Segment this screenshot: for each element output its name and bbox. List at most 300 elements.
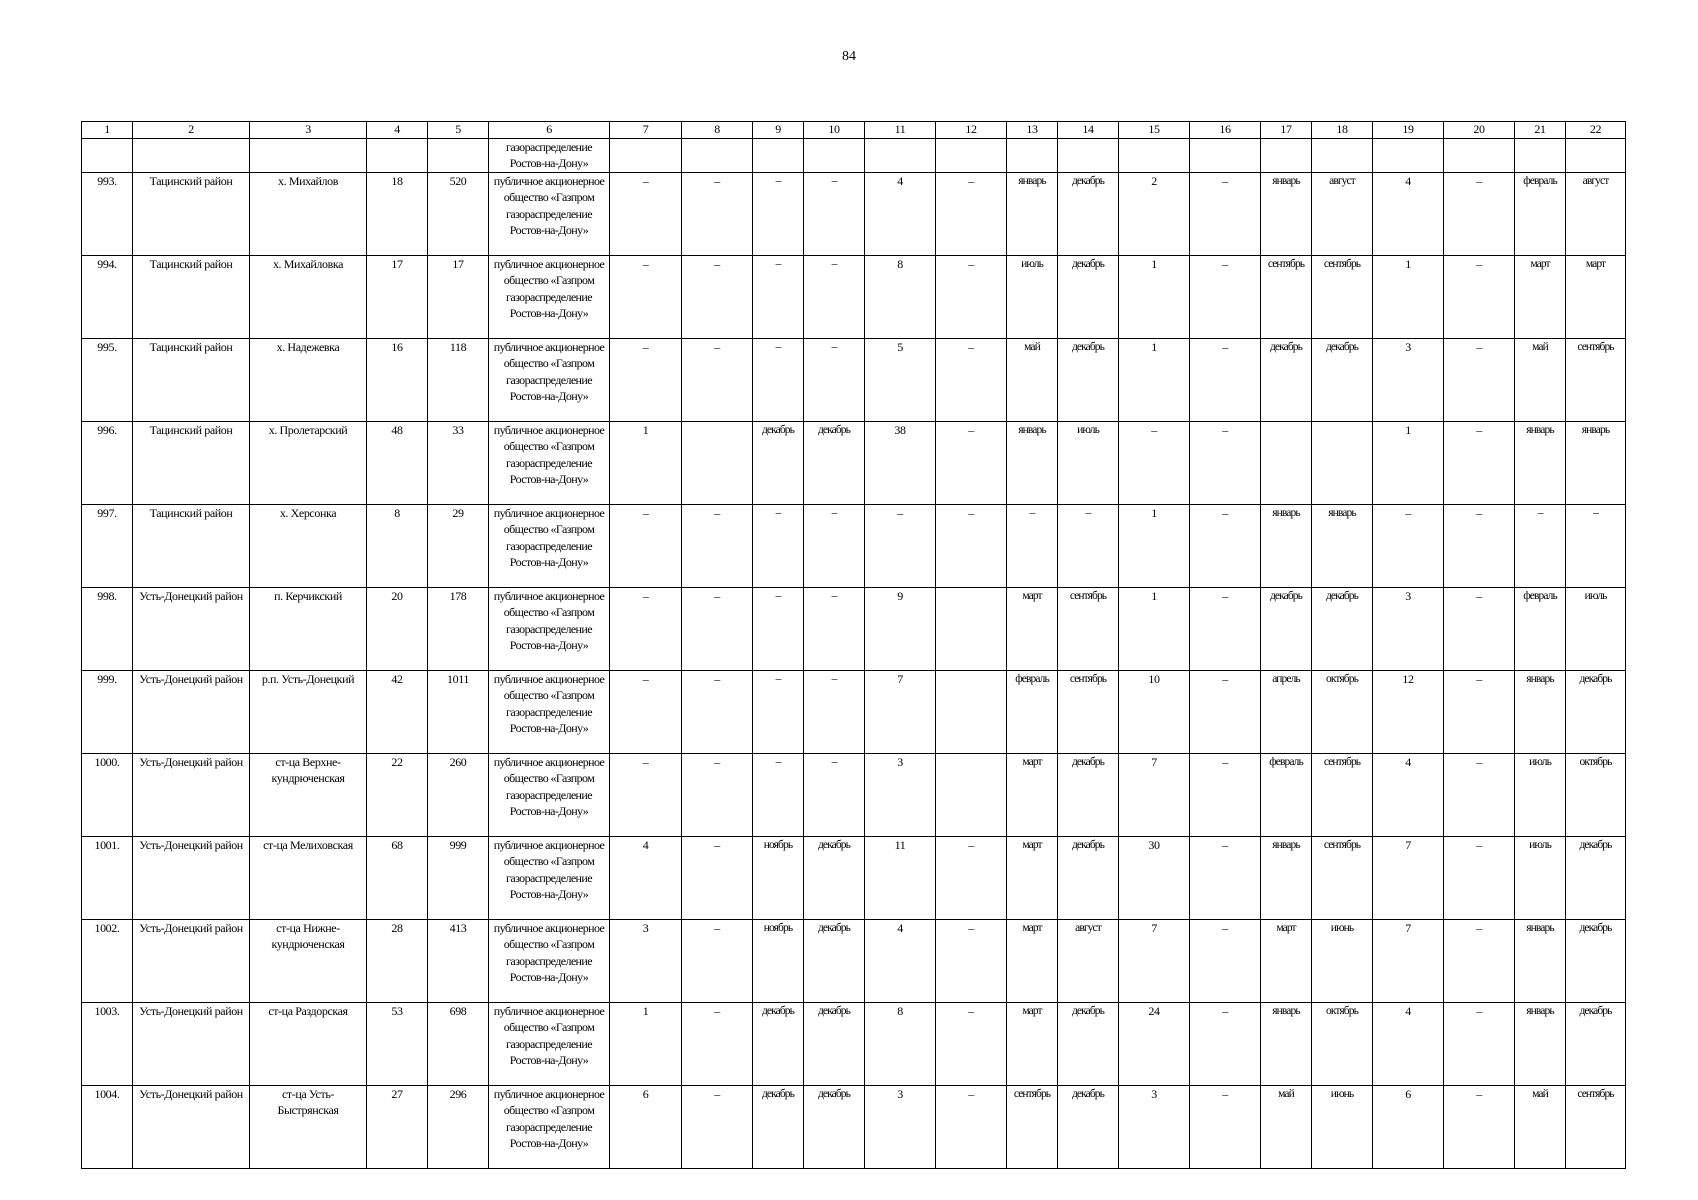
table-cell-col-2: Усть-Донецкий район	[133, 1085, 250, 1168]
continuation-cell	[250, 139, 367, 173]
table-cell-col-7: –	[610, 504, 682, 587]
continuation-cell	[82, 139, 133, 173]
table-cell-col-10: –	[804, 587, 865, 670]
continuation-cell	[753, 139, 804, 173]
continuation-cell	[1373, 139, 1444, 173]
table-cell-col-3: ст-ца Усть-Быстрянская	[250, 1085, 367, 1168]
table-cell-col-10: декабрь	[804, 919, 865, 1002]
table-cell-col-7: –	[610, 172, 682, 255]
table-cell-col-7: –	[610, 255, 682, 338]
column-number-cell: 9	[753, 122, 804, 139]
table-cell-col-22: декабрь	[1566, 836, 1626, 919]
table-cell-col-17: декабрь	[1261, 587, 1312, 670]
table-cell-col-12: –	[936, 421, 1007, 504]
table-cell-col-18: октябрь	[1312, 670, 1373, 753]
table-cell-col-21: –	[1515, 504, 1566, 587]
table-cell-col-3: п. Керчикский	[250, 587, 367, 670]
table-row	[82, 255, 1626, 338]
table-cell-col-3: х. Пролетарский	[250, 421, 367, 504]
continuation-cell	[610, 139, 682, 173]
table-cell-col-13: март	[1007, 919, 1058, 1002]
table-cell-col-17: январь	[1261, 836, 1312, 919]
table-cell-col-21: январь	[1515, 421, 1566, 504]
column-number-cell: 1	[82, 122, 133, 139]
table-cell-col-4: 28	[367, 919, 428, 1002]
table-cell-col-17: февраль	[1261, 753, 1312, 836]
table-cell-col-16: –	[1190, 836, 1261, 919]
table-cell-col-6: публичное акционерное общество «Газпром газораспределение Ростов-на-Дону»	[489, 338, 610, 421]
table-cell-col-5: 17	[428, 255, 489, 338]
table-cell-col-6: публичное акционерное общество «Газпром газораспределение Ростов-на-Дону»	[489, 836, 610, 919]
table-cell-col-4: 68	[367, 836, 428, 919]
table-cell-col-8: –	[682, 836, 753, 919]
table-cell-col-15: 1	[1119, 255, 1190, 338]
table-cell-col-21: июль	[1515, 836, 1566, 919]
table-cell-col-16: –	[1190, 1002, 1261, 1085]
table-cell-col-6: публичное акционерное общество «Газпром газораспределение Ростов-на-Дону»	[489, 255, 610, 338]
table-cell-col-22: октябрь	[1566, 753, 1626, 836]
column-number-cell: 5	[428, 122, 489, 139]
table-cell-col-14: декабрь	[1058, 753, 1119, 836]
table-cell-col-11: 5	[865, 338, 936, 421]
table-cell-col-5: 413	[428, 919, 489, 1002]
table-cell-col-2: Усть-Донецкий район	[133, 670, 250, 753]
table-cell-col-11: –	[865, 504, 936, 587]
table-cell-col-21: февраль	[1515, 587, 1566, 670]
column-number-cell: 21	[1515, 122, 1566, 139]
table-cell-col-12	[936, 753, 1007, 836]
table-cell-col-16: –	[1190, 587, 1261, 670]
table-cell-col-19: 7	[1373, 836, 1444, 919]
column-number-cell: 18	[1312, 122, 1373, 139]
table-cell-col-4: 18	[367, 172, 428, 255]
table-cell-col-18: сентябрь	[1312, 753, 1373, 836]
table-cell-col-18: август	[1312, 172, 1373, 255]
table-cell-col-20: –	[1444, 753, 1515, 836]
table-row	[82, 172, 1626, 255]
table-cell-col-5: 1011	[428, 670, 489, 753]
table-cell-col-7: 3	[610, 919, 682, 1002]
table-cell-col-2: Усть-Донецкий район	[133, 587, 250, 670]
table-cell-col-21: январь	[1515, 1002, 1566, 1085]
table-cell-col-2: Усть-Донецкий район	[133, 1002, 250, 1085]
table-cell-col-19: 12	[1373, 670, 1444, 753]
table-cell-col-1: 993.	[82, 172, 133, 255]
table-cell-col-21: январь	[1515, 670, 1566, 753]
table-cell-col-18: сентябрь	[1312, 836, 1373, 919]
continuation-cell	[682, 139, 753, 173]
column-number-cell: 13	[1007, 122, 1058, 139]
table-cell-col-18	[1312, 421, 1373, 504]
table-cell-col-9: –	[753, 753, 804, 836]
table-cell-col-11: 3	[865, 753, 936, 836]
column-number-cell: 15	[1119, 122, 1190, 139]
table-cell-col-10: декабрь	[804, 1002, 865, 1085]
table-cell-col-12: –	[936, 504, 1007, 587]
continuation-cell: газораспределение Ростов-на-Дону»	[489, 139, 610, 173]
table-cell-col-7: 6	[610, 1085, 682, 1168]
table-cell-col-21: февраль	[1515, 172, 1566, 255]
table-cell-col-20: –	[1444, 587, 1515, 670]
table-cell-col-3: х. Надежевка	[250, 338, 367, 421]
table-cell-col-12: –	[936, 255, 1007, 338]
table-cell-col-13: май	[1007, 338, 1058, 421]
table-cell-col-18: январь	[1312, 504, 1373, 587]
table-cell-col-11: 9	[865, 587, 936, 670]
table-cell-col-6: публичное акционерное общество «Газпром газораспределение Ростов-на-Дону»	[489, 1085, 610, 1168]
table-cell-col-3: х. Михайлов	[250, 172, 367, 255]
table-cell-col-20: –	[1444, 421, 1515, 504]
table-cell-col-14: декабрь	[1058, 836, 1119, 919]
table-cell-col-12: –	[936, 338, 1007, 421]
table-cell-col-5: 296	[428, 1085, 489, 1168]
table-cell-col-7: 1	[610, 421, 682, 504]
table-cell-col-2: Тацинский район	[133, 172, 250, 255]
table-cell-col-10: декабрь	[804, 421, 865, 504]
table-cell-col-20: –	[1444, 1002, 1515, 1085]
table-cell-col-11: 4	[865, 172, 936, 255]
table-cell-col-15: –	[1119, 421, 1190, 504]
table-cell-col-1: 999.	[82, 670, 133, 753]
table-cell-col-6: публичное акционерное общество «Газпром газораспределение Ростов-на-Дону»	[489, 753, 610, 836]
table-cell-col-18: июнь	[1312, 919, 1373, 1002]
column-number-row	[82, 122, 1626, 139]
table-cell-col-7: 1	[610, 1002, 682, 1085]
table-cell-col-8: –	[682, 1085, 753, 1168]
table-cell-col-1: 1001.	[82, 836, 133, 919]
table-cell-col-19: 3	[1373, 338, 1444, 421]
table-cell-col-10: –	[804, 753, 865, 836]
table-cell-col-17: май	[1261, 1085, 1312, 1168]
table-cell-col-6: публичное акционерное общество «Газпром газораспределение Ростов-на-Дону»	[489, 1002, 610, 1085]
table-cell-col-4: 8	[367, 504, 428, 587]
table-cell-col-4: 48	[367, 421, 428, 504]
continuation-cell	[1261, 139, 1312, 173]
table-cell-col-5: 520	[428, 172, 489, 255]
table-cell-col-2: Тацинский район	[133, 504, 250, 587]
table-cell-col-10: –	[804, 172, 865, 255]
table-cell-col-8: –	[682, 255, 753, 338]
table-cell-col-18: декабрь	[1312, 338, 1373, 421]
table-cell-col-4: 20	[367, 587, 428, 670]
table-row	[82, 836, 1626, 919]
table-cell-col-8: –	[682, 504, 753, 587]
table-cell-col-11: 11	[865, 836, 936, 919]
continuation-cell	[804, 139, 865, 173]
table-row	[82, 338, 1626, 421]
table-cell-col-13: март	[1007, 836, 1058, 919]
table-cell-col-16: –	[1190, 255, 1261, 338]
table-cell-col-9: декабрь	[753, 1085, 804, 1168]
table-cell-col-13: июль	[1007, 255, 1058, 338]
table-cell-col-2: Усть-Донецкий район	[133, 753, 250, 836]
table-cell-col-13: январь	[1007, 421, 1058, 504]
continuation-cell	[865, 139, 936, 173]
table-cell-col-21: июль	[1515, 753, 1566, 836]
column-number-cell: 6	[489, 122, 610, 139]
table-cell-col-16: –	[1190, 504, 1261, 587]
table-cell-col-4: 27	[367, 1085, 428, 1168]
table-cell-col-11: 4	[865, 919, 936, 1002]
continuation-cell	[367, 139, 428, 173]
column-number-cell: 16	[1190, 122, 1261, 139]
table-cell-col-3: х. Михайловка	[250, 255, 367, 338]
table-cell-col-19: 4	[1373, 753, 1444, 836]
column-number-cell: 11	[865, 122, 936, 139]
table-cell-col-8: –	[682, 670, 753, 753]
table-cell-col-10: –	[804, 338, 865, 421]
table-cell-col-12: –	[936, 919, 1007, 1002]
table-cell-col-9: ноябрь	[753, 919, 804, 1002]
table-cell-col-14: август	[1058, 919, 1119, 1002]
table-cell-col-3: р.п. Усть-Донецкий	[250, 670, 367, 753]
table-cell-col-5: 260	[428, 753, 489, 836]
column-number-cell: 8	[682, 122, 753, 139]
continuation-cell	[1190, 139, 1261, 173]
table-cell-col-22: август	[1566, 172, 1626, 255]
table-cell-col-7: –	[610, 587, 682, 670]
table-cell-col-2: Тацинский район	[133, 421, 250, 504]
table-cell-col-7: 4	[610, 836, 682, 919]
table-cell-col-1: 998.	[82, 587, 133, 670]
table-cell-col-19: –	[1373, 504, 1444, 587]
table-cell-col-13: март	[1007, 587, 1058, 670]
table-cell-col-19: 1	[1373, 255, 1444, 338]
table-cell-col-14: сентябрь	[1058, 587, 1119, 670]
table-cell-col-15: 1	[1119, 338, 1190, 421]
table-cell-col-1: 1003.	[82, 1002, 133, 1085]
table-cell-col-20: –	[1444, 919, 1515, 1002]
table-cell-col-22: –	[1566, 504, 1626, 587]
table-cell-col-22: сентябрь	[1566, 338, 1626, 421]
table-cell-col-9: декабрь	[753, 1002, 804, 1085]
column-number-cell: 14	[1058, 122, 1119, 139]
continuation-cell	[1515, 139, 1566, 173]
table-cell-col-4: 16	[367, 338, 428, 421]
table-cell-col-8	[682, 421, 753, 504]
table-cell-col-8: –	[682, 172, 753, 255]
table-cell-col-5: 999	[428, 836, 489, 919]
table-cell-col-10: –	[804, 255, 865, 338]
data-table	[81, 121, 1626, 1169]
table-cell-col-3: ст-ца Мелиховская	[250, 836, 367, 919]
table-cell-col-10: декабрь	[804, 836, 865, 919]
continuation-cell	[1058, 139, 1119, 173]
table-cell-col-11: 8	[865, 255, 936, 338]
table-cell-col-17: апрель	[1261, 670, 1312, 753]
table-cell-col-19: 7	[1373, 919, 1444, 1002]
table-row	[82, 1085, 1626, 1168]
table-cell-col-9: –	[753, 587, 804, 670]
table-cell-col-14: декабрь	[1058, 172, 1119, 255]
table-cell-col-7: –	[610, 670, 682, 753]
table-cell-col-8: –	[682, 753, 753, 836]
table-cell-col-14: сентябрь	[1058, 670, 1119, 753]
table-cell-col-11: 7	[865, 670, 936, 753]
table-cell-col-17	[1261, 421, 1312, 504]
table-cell-col-15: 1	[1119, 587, 1190, 670]
table-cell-col-16: –	[1190, 1085, 1261, 1168]
table-cell-col-18: сентябрь	[1312, 255, 1373, 338]
continuation-cell	[936, 139, 1007, 173]
column-number-cell: 7	[610, 122, 682, 139]
table-cell-col-13: март	[1007, 1002, 1058, 1085]
continuation-cell	[1312, 139, 1373, 173]
table-cell-col-12	[936, 670, 1007, 753]
table-cell-col-7: –	[610, 338, 682, 421]
table-cell-col-20: –	[1444, 338, 1515, 421]
table-cell-col-13: январь	[1007, 172, 1058, 255]
table-cell-col-3: ст-ца Раздорская	[250, 1002, 367, 1085]
table-cell-col-11: 8	[865, 1002, 936, 1085]
table-row	[82, 1002, 1626, 1085]
table-cell-col-20: –	[1444, 255, 1515, 338]
table-cell-col-20: –	[1444, 504, 1515, 587]
table-cell-col-2: Тацинский район	[133, 255, 250, 338]
table-cell-col-10: –	[804, 670, 865, 753]
table-cell-col-6: публичное акционерное общество «Газпром газораспределение Ростов-на-Дону»	[489, 919, 610, 1002]
table-cell-col-20: –	[1444, 836, 1515, 919]
continuation-cell	[1566, 139, 1626, 173]
continuation-row	[82, 139, 1626, 173]
table-cell-col-5: 33	[428, 421, 489, 504]
column-number-cell: 22	[1566, 122, 1626, 139]
table-cell-col-14: декабрь	[1058, 255, 1119, 338]
continuation-cell	[428, 139, 489, 173]
table-cell-col-17: декабрь	[1261, 338, 1312, 421]
column-number-cell: 17	[1261, 122, 1312, 139]
column-number-cell: 19	[1373, 122, 1444, 139]
table-cell-col-15: 10	[1119, 670, 1190, 753]
table-cell-col-13: февраль	[1007, 670, 1058, 753]
table-cell-col-2: Усть-Донецкий район	[133, 836, 250, 919]
table-cell-col-15: 1	[1119, 504, 1190, 587]
table-cell-col-14: декабрь	[1058, 338, 1119, 421]
table-cell-col-19: 1	[1373, 421, 1444, 504]
table-cell-col-16: –	[1190, 670, 1261, 753]
table-cell-col-5: 118	[428, 338, 489, 421]
table-cell-col-21: май	[1515, 338, 1566, 421]
table-cell-col-21: май	[1515, 1085, 1566, 1168]
table-cell-col-13: –	[1007, 504, 1058, 587]
table-cell-col-4: 53	[367, 1002, 428, 1085]
table-cell-col-6: публичное акционерное общество «Газпром газораспределение Ростов-на-Дону»	[489, 670, 610, 753]
table-cell-col-16: –	[1190, 338, 1261, 421]
table-cell-col-3: х. Херсонка	[250, 504, 367, 587]
column-number-cell: 2	[133, 122, 250, 139]
table-cell-col-19: 3	[1373, 587, 1444, 670]
table-cell-col-18: июнь	[1312, 1085, 1373, 1168]
table-cell-col-22: март	[1566, 255, 1626, 338]
table-cell-col-1: 997.	[82, 504, 133, 587]
table-row	[82, 504, 1626, 587]
table-cell-col-9: –	[753, 172, 804, 255]
table-cell-col-10: декабрь	[804, 1085, 865, 1168]
table-row	[82, 670, 1626, 753]
table-cell-col-22: июль	[1566, 587, 1626, 670]
table-cell-col-4: 17	[367, 255, 428, 338]
table-cell-col-16: –	[1190, 421, 1261, 504]
table-row	[82, 587, 1626, 670]
table-cell-col-9: ноябрь	[753, 836, 804, 919]
column-number-cell: 4	[367, 122, 428, 139]
table-cell-col-15: 30	[1119, 836, 1190, 919]
table-cell-col-3: ст-ца Верхне-кундрюченская	[250, 753, 367, 836]
table-cell-col-13: сентябрь	[1007, 1085, 1058, 1168]
table-cell-col-12	[936, 587, 1007, 670]
column-number-cell: 12	[936, 122, 1007, 139]
table-cell-col-13: март	[1007, 753, 1058, 836]
table-cell-col-9: декабрь	[753, 421, 804, 504]
table-cell-col-4: 42	[367, 670, 428, 753]
table-cell-col-5: 698	[428, 1002, 489, 1085]
table-body	[82, 122, 1626, 1169]
table-cell-col-1: 1000.	[82, 753, 133, 836]
column-number-cell: 20	[1444, 122, 1515, 139]
table-cell-col-20: –	[1444, 172, 1515, 255]
table-cell-col-21: январь	[1515, 919, 1566, 1002]
table-cell-col-21: март	[1515, 255, 1566, 338]
table-cell-col-8: –	[682, 338, 753, 421]
table-cell-col-1: 1004.	[82, 1085, 133, 1168]
table-cell-col-19: 4	[1373, 1002, 1444, 1085]
table-cell-col-16: –	[1190, 919, 1261, 1002]
table-cell-col-15: 7	[1119, 753, 1190, 836]
table-cell-col-15: 7	[1119, 919, 1190, 1002]
table-cell-col-15: 24	[1119, 1002, 1190, 1085]
table-cell-col-1: 1002.	[82, 919, 133, 1002]
table-cell-col-4: 22	[367, 753, 428, 836]
table-cell-col-9: –	[753, 255, 804, 338]
table-cell-col-1: 994.	[82, 255, 133, 338]
table-cell-col-22: декабрь	[1566, 1002, 1626, 1085]
table-row	[82, 753, 1626, 836]
table-cell-col-15: 2	[1119, 172, 1190, 255]
table-cell-col-12: –	[936, 1085, 1007, 1168]
table-cell-col-16: –	[1190, 172, 1261, 255]
page-number: 84	[842, 49, 856, 64]
table-cell-col-5: 178	[428, 587, 489, 670]
table-cell-col-22: декабрь	[1566, 670, 1626, 753]
table-cell-col-2: Тацинский район	[133, 338, 250, 421]
table-cell-col-3: ст-ца Нижне-кундрюченская	[250, 919, 367, 1002]
table-cell-col-17: январь	[1261, 1002, 1312, 1085]
table-cell-col-19: 4	[1373, 172, 1444, 255]
table-cell-col-11: 38	[865, 421, 936, 504]
table-cell-col-19: 6	[1373, 1085, 1444, 1168]
column-number-cell: 10	[804, 122, 865, 139]
table-cell-col-6: публичное акционерное общество «Газпром газораспределение Ростов-на-Дону»	[489, 172, 610, 255]
table-cell-col-8: –	[682, 1002, 753, 1085]
continuation-cell	[1119, 139, 1190, 173]
table-cell-col-8: –	[682, 587, 753, 670]
table-cell-col-22: декабрь	[1566, 919, 1626, 1002]
table-cell-col-6: публичное акционерное общество «Газпром газораспределение Ростов-на-Дону»	[489, 421, 610, 504]
continuation-cell	[1007, 139, 1058, 173]
table-row	[82, 421, 1626, 504]
table-cell-col-2: Усть-Донецкий район	[133, 919, 250, 1002]
table-cell-col-12: –	[936, 836, 1007, 919]
table-cell-col-9: –	[753, 504, 804, 587]
table-cell-col-8: –	[682, 919, 753, 1002]
table-row	[82, 919, 1626, 1002]
table-cell-col-12: –	[936, 1002, 1007, 1085]
table-cell-col-16: –	[1190, 753, 1261, 836]
table-cell-col-18: декабрь	[1312, 587, 1373, 670]
table-cell-col-14: –	[1058, 504, 1119, 587]
table-cell-col-22: сентябрь	[1566, 1085, 1626, 1168]
table-cell-col-5: 29	[428, 504, 489, 587]
